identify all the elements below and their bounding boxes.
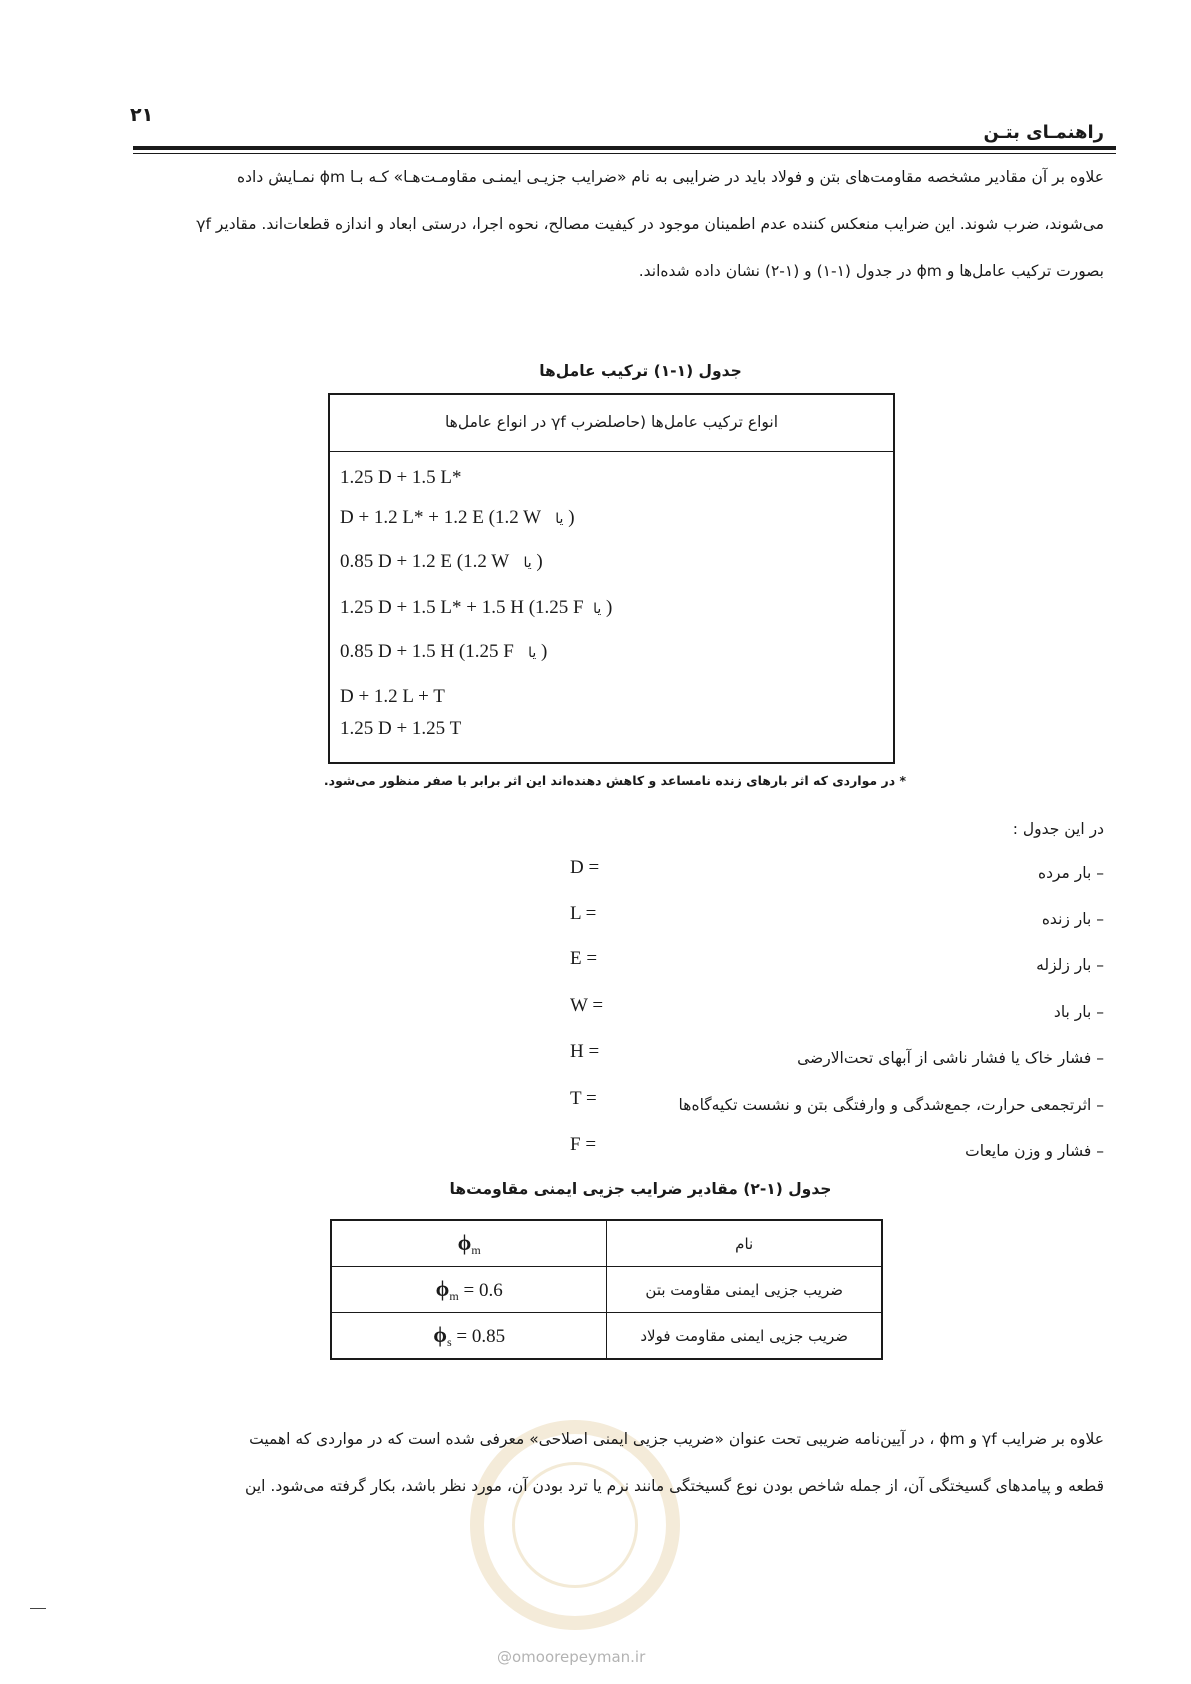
definition-label: – بار باد — [1053, 1003, 1104, 1021]
table1-header: انواع ترکیب عامل‌ها (حاصلضرب γf در انواع عامل‌ها — [330, 395, 893, 452]
definition-label: – بار زلزله — [1036, 956, 1104, 974]
paragraph-line: علاوه بر آن مقادیر مشخصه مقاومت‌های بتن و فولاد باید در ضرایبی به نام «ضرایب جزیـی ایمنـی مقاومـت‌هـا» کـه بـا ϕm نمـایش داده — [237, 168, 1104, 186]
table-row — [331, 1267, 882, 1313]
table2-caption: جدول (۱-۲) مقادیر ضرایب جزیی ایمنی مقاومت‌ها — [449, 1180, 832, 1198]
definition-symbol: H = — [570, 1041, 600, 1062]
definition-symbol: F = — [570, 1134, 597, 1155]
paragraph-line: قطعه و پیامدهای گسیختگی آن، از جمله شاخص بودن نوع گسیختگی مانند نرم یا ترد بودن آن، مورد نظر باشد، بکار گرفته می‌شود. این — [245, 1477, 1104, 1495]
table-row — [331, 1313, 882, 1360]
definition-symbol: E = — [570, 948, 598, 969]
combo-row: 1.25 D + 1.5 L* — [340, 467, 462, 488]
definition-label: – بار زنده — [1041, 910, 1104, 928]
load-combination-table — [328, 393, 895, 764]
site-watermark: @omoorepeyman.ir — [497, 1648, 646, 1666]
combo-row: 1.25 D + 1.5 L* + 1.5 H (1.25 F یا ) — [340, 597, 613, 618]
paragraph-closing — [134, 1416, 1104, 1510]
definition-label: – اثرتجمعی حرارت، جمع‌شدگی و وارفتگی بتن و نشست تکیه‌گاه‌ها — [678, 1096, 1104, 1114]
table1-footnote: * در مواردی که اثر بارهای زنده نامساعد و کاهش دهنده‌اند این اثر برابر با صفر منظور می‌شود. — [323, 773, 906, 788]
paragraph-intro — [134, 154, 1104, 295]
header-symbol-cell: $\phi_m$ — [331, 1220, 607, 1267]
table-header-row — [331, 1220, 882, 1267]
paragraph-line: بصورت ترکیب عامل‌ها و ϕm در جدول (۱-۱) و (۱-۲) نشان داده شده‌اند. — [638, 262, 1104, 280]
factor-name-cell: ضریب جزیی ایمنی مقاومت فولاد — [607, 1313, 882, 1360]
margin-mark — [30, 1608, 46, 1609]
definition-label: – فشار و وزن مایعات — [965, 1142, 1104, 1160]
paragraph-line: می‌شوند، ضرب شوند. این ضرایب منعکس کننده عدم اطمینان موجود در کیفیت مصالح، نحوه اجرا، درستی ابعاد و اندازه قطعات‌اند. مقادیر γf — [196, 215, 1104, 233]
table1-caption: جدول (۱-۱) ترکیب عامل‌ها — [539, 362, 742, 380]
combo-row: D + 1.2 L + T — [340, 686, 445, 707]
definition-symbol: W = — [570, 995, 604, 1016]
page-number: ۲۱ — [130, 104, 154, 126]
definition-symbol: T = — [570, 1088, 597, 1109]
combo-row: 0.85 D + 1.2 E (1.2 W یا ) — [340, 551, 543, 572]
combo-row: 1.25 D + 1.25 T — [340, 718, 462, 739]
header-rule-thick — [133, 146, 1116, 150]
running-title: راهنمـای بتـن — [983, 122, 1104, 143]
factor-name-cell: ضریب جزیی ایمنی مقاومت بتن — [607, 1267, 882, 1313]
definitions-intro: در این جدول : — [1012, 820, 1104, 838]
factor-value-cell: $\phi_m = 0.6$ — [331, 1267, 607, 1313]
definition-label: – بار مرده — [1037, 864, 1104, 882]
definition-symbol: D = — [570, 857, 600, 878]
factor-value-cell: $\phi_s = 0.85$ — [331, 1313, 607, 1360]
combo-row: 0.85 D + 1.5 H (1.25 F یا ) — [340, 641, 548, 662]
header-name-cell: نام — [607, 1220, 882, 1267]
definition-label: – فشار خاک یا فشار ناشی از آبهای تحت‌الارضی — [797, 1049, 1104, 1067]
combo-row: D + 1.2 L* + 1.2 E (1.2 W یا ) — [340, 507, 575, 528]
definition-symbol: L = — [570, 903, 597, 924]
safety-factor-table — [330, 1219, 883, 1360]
paragraph-line: علاوه بر ضرایب γf و ϕm ، در آیین‌نامه ضریبی تحت عنوان «ضریب جزیی ایمنی اصلاحی» معرفی شده است که در مواردی که اهمیت — [249, 1430, 1104, 1448]
